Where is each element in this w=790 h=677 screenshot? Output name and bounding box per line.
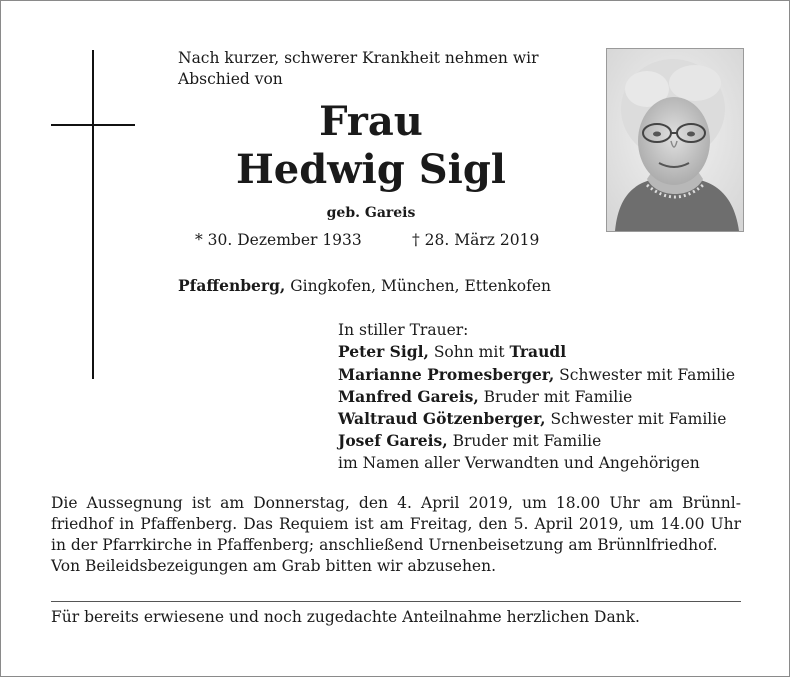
cross-icon [92,50,94,379]
mourner-entry [338,408,758,430]
maiden-name: geb. Gareis [326,205,416,221]
mourner-relation: Bruder mit Familie [478,387,633,406]
mourner-name: Waltraud Götzenberger, [338,409,546,429]
mourner-entry [338,386,758,408]
mourner-name: Marianne Promesberger, [338,364,555,384]
deceased-name: Hedwig Sigl [236,146,506,193]
funeral-details [51,493,741,577]
mourner-name: Peter Sigl, [338,342,429,362]
mourners-closing: im Namen aller Verwandten und Angehörigen [338,453,700,472]
mourners-heading: In stiller Trauer: [338,321,469,339]
places-line [178,276,598,296]
funeral-text: Die Aussegnung ist am Donnerstag, den 4. April 2019, um 18.00 Uhr am Brünnlfriedhof in Pfaffenberg. Das Requiem ist am Freitag, den 5. April 2019, um 14.00 Uhr in der Pfarrkirche in Pfaffenberg; anschließend Urnenbeisetzung am Brünnlfriedhof. [51,494,741,554]
portrait-photo [606,48,744,232]
mourner-relation: Schwester mit Familie [554,365,736,384]
mourner-name: Manfred Gareis, [338,386,479,406]
birth-date: * 30. Dezember 1933 [195,231,362,249]
thanks-text: Für bereits erwiesene und noch zugedachte Anteilnahme herzlichen Dank. [51,608,640,626]
death-date: † 28. März 2019 [412,231,540,249]
mourner-partner: Traudl [509,342,567,362]
mourner-entry [338,341,758,363]
mourner-entry [338,430,758,452]
divider [51,601,741,602]
place-main: Pfaffenberg, [178,276,286,295]
intro-text: Nach kurzer, schwerer Krankheit nehmen wir Abschied von [178,49,539,88]
salutation: Frau [319,98,423,145]
cross-icon-bar [51,124,135,126]
condolences-note: Von Beileidsbezeigungen am Grab bitten wir abzusehen. [51,557,497,575]
mourner-name: Josef Gareis, [338,431,448,451]
mourner-relation: Schwester mit Familie [545,410,727,429]
place-others: Gingkofen, München, Ettenkofen [285,277,552,295]
mourners-block [338,320,758,474]
mourner-relation: Sohn mit [428,343,510,362]
mourner-entry [338,364,758,386]
mourner-relation: Bruder mit Familie [447,432,602,451]
portrait-image [607,49,743,231]
